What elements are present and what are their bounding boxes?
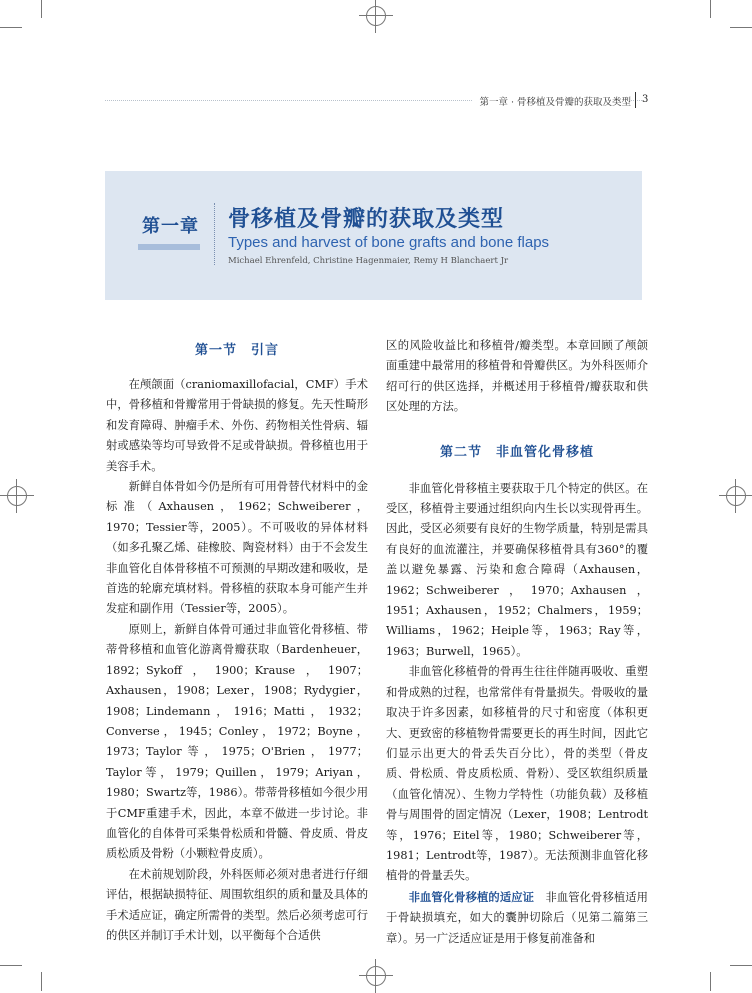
right-column	[386, 336, 648, 949]
chapter-label: 第一章	[142, 216, 199, 237]
section-heading-nonvascularized: 第二节 非血管化骨移植	[439, 444, 594, 460]
crop-mark	[41, 972, 42, 991]
paragraph: 原则上，新鲜自体骨可通过非血管化骨移植、带蒂骨移植和血管化游离骨瓣获取（Bardenheuer，1892；Sykoff，1900；Krause，1907；Axhausen，1908；Lexer，1908；Rydygier，1908；Lindemann，1916；Matti，1932；Converse，1945；Conley，1972；Boyne，1973；Taylor等，1975；O'Brien，1977；Taylor等，1979；Quillen，1979；Ariyan，1980；Swartz等，1986）。带蒂骨移植如今很少用于CMF重建手术，因此，本章不做进一步讨论。非血管化的自体骨可采集骨松质和骨髓、骨皮质、骨皮质松质及骨粉（小颗粒骨皮质）。	[106, 622, 368, 861]
crop-mark	[730, 965, 752, 966]
paragraph-indications	[386, 887, 648, 949]
paragraph: 在颅颌面（craniomaxillofacial，CMF）手术中，骨移植和骨瓣常用于骨缺损的修复。先天性畸形和发育障碍、肿瘤手术、外伤、药物相关性骨病、辐射或感染等均可导致骨不足或骨缺损。骨移植也用于美容手术。	[106, 378, 368, 473]
chapter-label-bar	[138, 244, 200, 250]
registration-mark-icon	[7, 486, 27, 506]
indication-title: 非血管化骨移植的适应证	[408, 889, 535, 904]
paragraph: 非血管化移植骨的骨再生往往伴随再吸收、重塑和骨成熟的过程，也常常伴有骨量损失。骨吸收的量取决于许多因素，如移植骨的尺寸和密度（体积更大、更致密的移植物骨需要更长的再生时间，因此它们显示出更大的骨丢失百分比），骨的类型（骨皮质、骨松质、骨皮质松质、骨粉）、受区软组织质量（血管化情况）、生物力学特性（功能负载）及移植骨与周围骨的固定情况（Lexer，1908；Lentrodt等，1976；Eitel等，1980；Schweiberer等，1981；Lentrodt等，1987）。无法预测非血管化移植骨的骨量丢失。	[386, 665, 648, 883]
crop-mark	[710, 972, 711, 991]
left-column	[106, 336, 368, 946]
paragraph: 非血管化骨移植主要获取于几个特定的供区。在受区，移植骨主要通过组织向内生长以实现骨再生。因此，受区必须要有良好的生物学质量，特别是需具有良好的血流灌注，并要确保移植骨具有360°的覆盖以避免暴露、污染和愈合障碍（Axhausen，1962；Schweiberer，1970；Axhausen，1951；Axhausen，1952；Chalmers，1959；Williams，1962；Heiple等，1963；Ray等，1963；Burwell，1965）。	[386, 481, 648, 658]
indication-text: 非血管化骨移植适用于骨缺损填充，如大的囊肿切除后（见第二篇第三章）。另一广泛适应证是用于修复前准备和	[386, 890, 648, 945]
chapter-title-cn: 骨移植及骨瓣的获取及类型	[228, 206, 505, 232]
registration-mark-icon	[726, 486, 746, 506]
running-head: 第一章 · 骨移植及骨瓣的获取及类型	[473, 94, 631, 108]
chapter-authors: Michael Ehrenfeld, Christine Hagenmaier, Remy H Blanchaert Jr	[228, 256, 509, 266]
crop-mark	[710, 0, 711, 18]
section-heading-introduction: 第一节 引言	[194, 343, 279, 358]
crop-mark	[730, 27, 752, 28]
registration-mark-icon	[366, 6, 386, 26]
chapter-divider	[214, 203, 215, 265]
paragraph: 新鲜自体骨如今仍是所有可用骨替代材料中的金标准（Axhausen，1962；Schweiberer，1970；Tessier等，2005）。不可吸收的异体材料（如多孔聚乙烯、硅橡胶、陶瓷材料）由于不会发生非血管化自体骨移植不可预测的早期改建和吸收，是首选的轮廓充填材料。骨移植的获取本身可能产生并发症和副作用（Tessier等，2005）。	[106, 480, 368, 616]
chapter-title-en: Types and harvest of bone grafts and bone flaps	[228, 234, 550, 251]
page-number-separator	[635, 92, 636, 108]
paragraph: 在术前规划阶段，外科医师必须对患者进行仔细评估，根据缺损特征、周围软组织的质和量及具体的手术适应证，确定所需骨的类型。然后必须考虑可行的供区并制订手术计划，以平衡每个合适供	[106, 867, 368, 942]
crop-mark	[41, 0, 42, 18]
paragraph-continuation: 区的风险收益比和移植骨/瓣类型。本章回顾了颅颌面重建中最常用的移植骨和骨瓣供区。为外科医师介绍可行的供区选择，并概述用于移植骨/瓣获取和供区处理的方法。	[386, 339, 648, 414]
page-number: 3	[642, 94, 649, 105]
registration-mark-icon	[366, 966, 386, 986]
crop-mark	[0, 27, 22, 28]
crop-mark	[0, 965, 22, 966]
